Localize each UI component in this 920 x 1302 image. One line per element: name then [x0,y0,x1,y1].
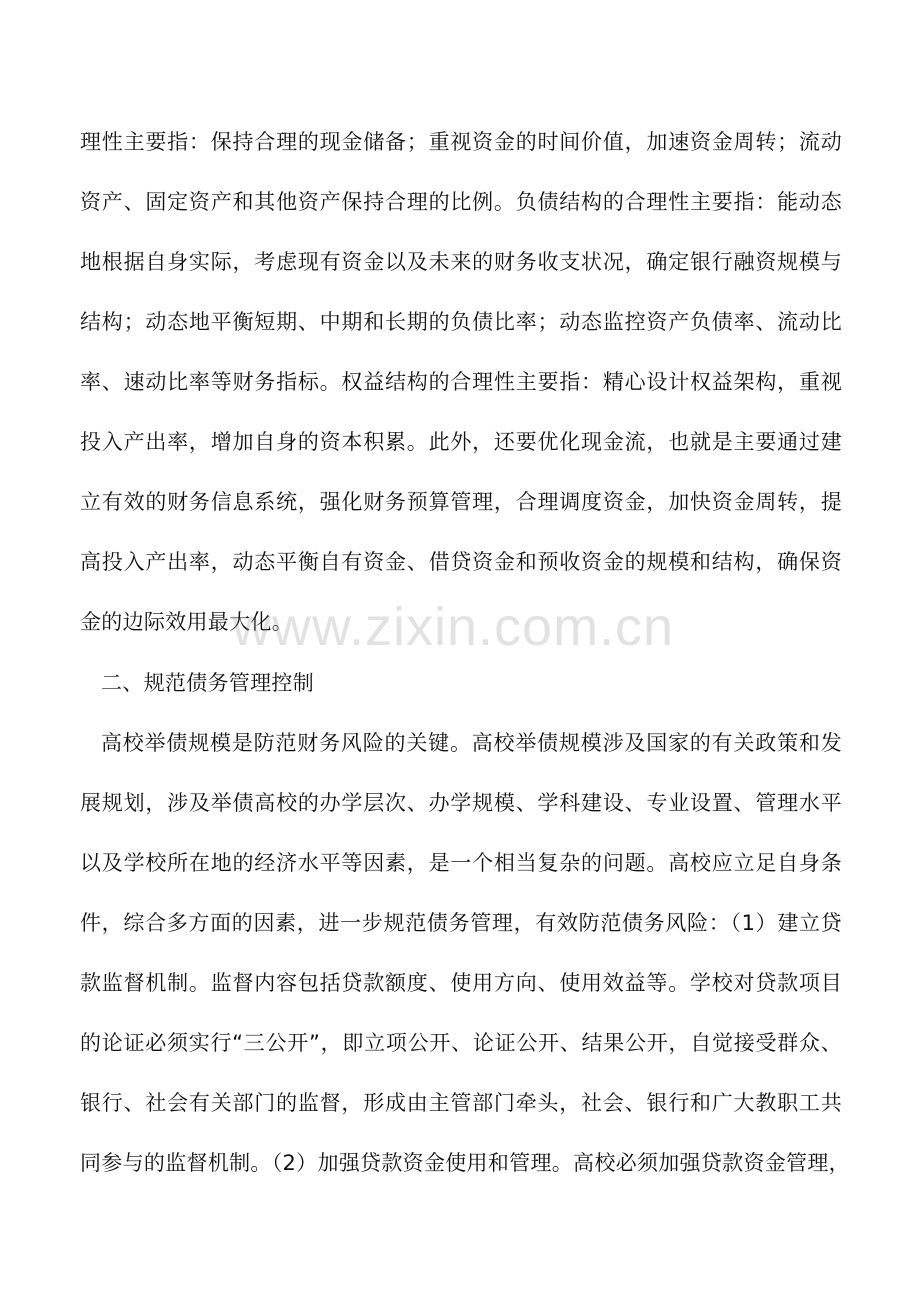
paragraph-2-line-5: 款监督机制。监督内容包括贷款额度、使用方向、使用效益等。学校对贷款项目 [80,971,842,995]
watermark: www.zixin.com.cn [232,597,675,657]
paragraph-2-line-3: 以及学校所在地的经济水平等因素，是一个相当复杂的问题。高校应立足自身条 [80,851,842,875]
paragraph-1-line-5: 率、速动比率等财务指标。权益结构的合理性主要指：精心设计权益架构，重视 [80,370,842,394]
paragraph-1-line-7: 立有效的财务信息系统，强化财务预算管理，合理调度资金，加快资金周转，提 [80,490,842,514]
paragraph-2-line-4: 件，综合多方面的因素，进一步规范债务管理，有效防范债务风险：（1）建立贷 [80,911,842,935]
paragraph-1-line-9: 金的边际效用最大化。 [80,610,293,634]
paragraph-1-line-4: 结构；动态地平衡短期、中期和长期的负债比率；动态监控资产负债率、流动比 [80,310,842,334]
section-heading: 二、规范债务管理控制 [101,671,314,695]
paragraph-2-line-8: 同参与的监督机制。（2）加强贷款资金使用和管理。高校必须加强贷款资金管理， [80,1151,850,1175]
paragraph-1-line-1: 理性主要指：保持合理的现金储备；重视资金的时间价值，加速资金周转；流动 [80,130,842,154]
paragraph-1-line-6: 投入产出率，增加自身的资本积累。此外，还要优化现金流，也就是主要通过建 [80,430,842,454]
paragraph-2-line-2: 展规划，涉及举债高校的办学层次、办学规模、学科建设、专业设置、管理水平 [80,791,842,815]
paragraph-1-line-8: 高投入产出率，动态平衡自有资金、借贷资金和预收资金的规模和结构，确保资 [80,550,842,574]
paragraph-1-line-3: 地根据自身实际，考虑现有资金以及未来的财务收支状况，确定银行融资规模与 [80,250,842,274]
paragraph-2-line-7: 银行、社会有关部门的监督，形成由主管部门牵头，社会、银行和广大教职工共 [80,1091,842,1115]
body-text [80,124,850,1224]
paragraph-1-line-2: 资产、固定资产和其他资产保持合理的比例。负债结构的合理性主要指：能动态 [80,190,842,214]
paragraph-2-line-6: 的论证必须实行“三公开”，即立项公开、论证公开、结果公开，自觉接受群众、 [80,1031,842,1055]
paragraph-2-line-1: 高校举债规模是防范财务风险的关键。高校举债规模涉及国家的有关政策和发 [101,731,842,755]
